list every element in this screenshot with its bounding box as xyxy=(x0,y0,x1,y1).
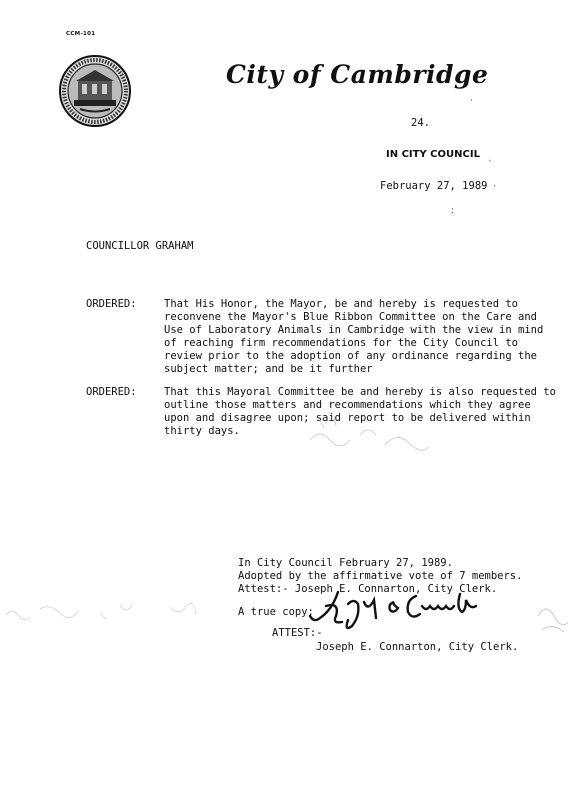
ordered-label: ORDERED: xyxy=(86,298,137,310)
stray-mark: · xyxy=(493,182,496,192)
stray-mark: · xyxy=(470,96,473,106)
city-seal-icon xyxy=(58,54,132,128)
clerk-signature xyxy=(298,586,498,638)
stray-mark: : xyxy=(451,206,455,216)
document-number: 24. xyxy=(411,117,430,129)
bleed-through-smudge xyxy=(530,596,585,646)
bleed-through-smudge xyxy=(290,410,460,465)
bleed-through-smudge xyxy=(0,595,215,635)
ordered-label: ORDERED: xyxy=(86,386,137,398)
city-title: City of Cambridge xyxy=(226,60,489,89)
clerk-name: Joseph E. Connarton, City Clerk. xyxy=(316,641,519,653)
stray-mark: ˋ xyxy=(488,160,493,170)
adoption-statement: In City Council February 27, 1989. Adopted by the affirmative vote of 7 members. Attest:- Joseph E. Connarton, City Clerk. xyxy=(238,557,523,595)
attest-label: ATTEST:- xyxy=(272,627,323,639)
order-text: That this Mayoral Committee be and hereby is also requested to outline those matters and recommendations which they agree upon and disagree upon; said report to be delivered within thirty days. xyxy=(164,386,556,437)
councillor-name: COUNCILLOR GRAHAM xyxy=(86,240,194,252)
form-code: CCM-101 xyxy=(66,31,96,37)
document-date: February 27, 1989 xyxy=(380,180,488,192)
true-copy-label: A true copy; xyxy=(238,606,314,618)
order-text: That His Honor, the Mayor, be and hereby is requested to reconvene the Mayor's Blue Ribbon Committee on the Care and Use of Laboratory Animals in Cambridge with the view in mind of reaching firm recommendations for the City Council to review prior to the adoption of any ordinance regarding the subject matter; and be it further xyxy=(164,298,544,375)
council-heading: IN CITY COUNCIL xyxy=(386,149,480,160)
